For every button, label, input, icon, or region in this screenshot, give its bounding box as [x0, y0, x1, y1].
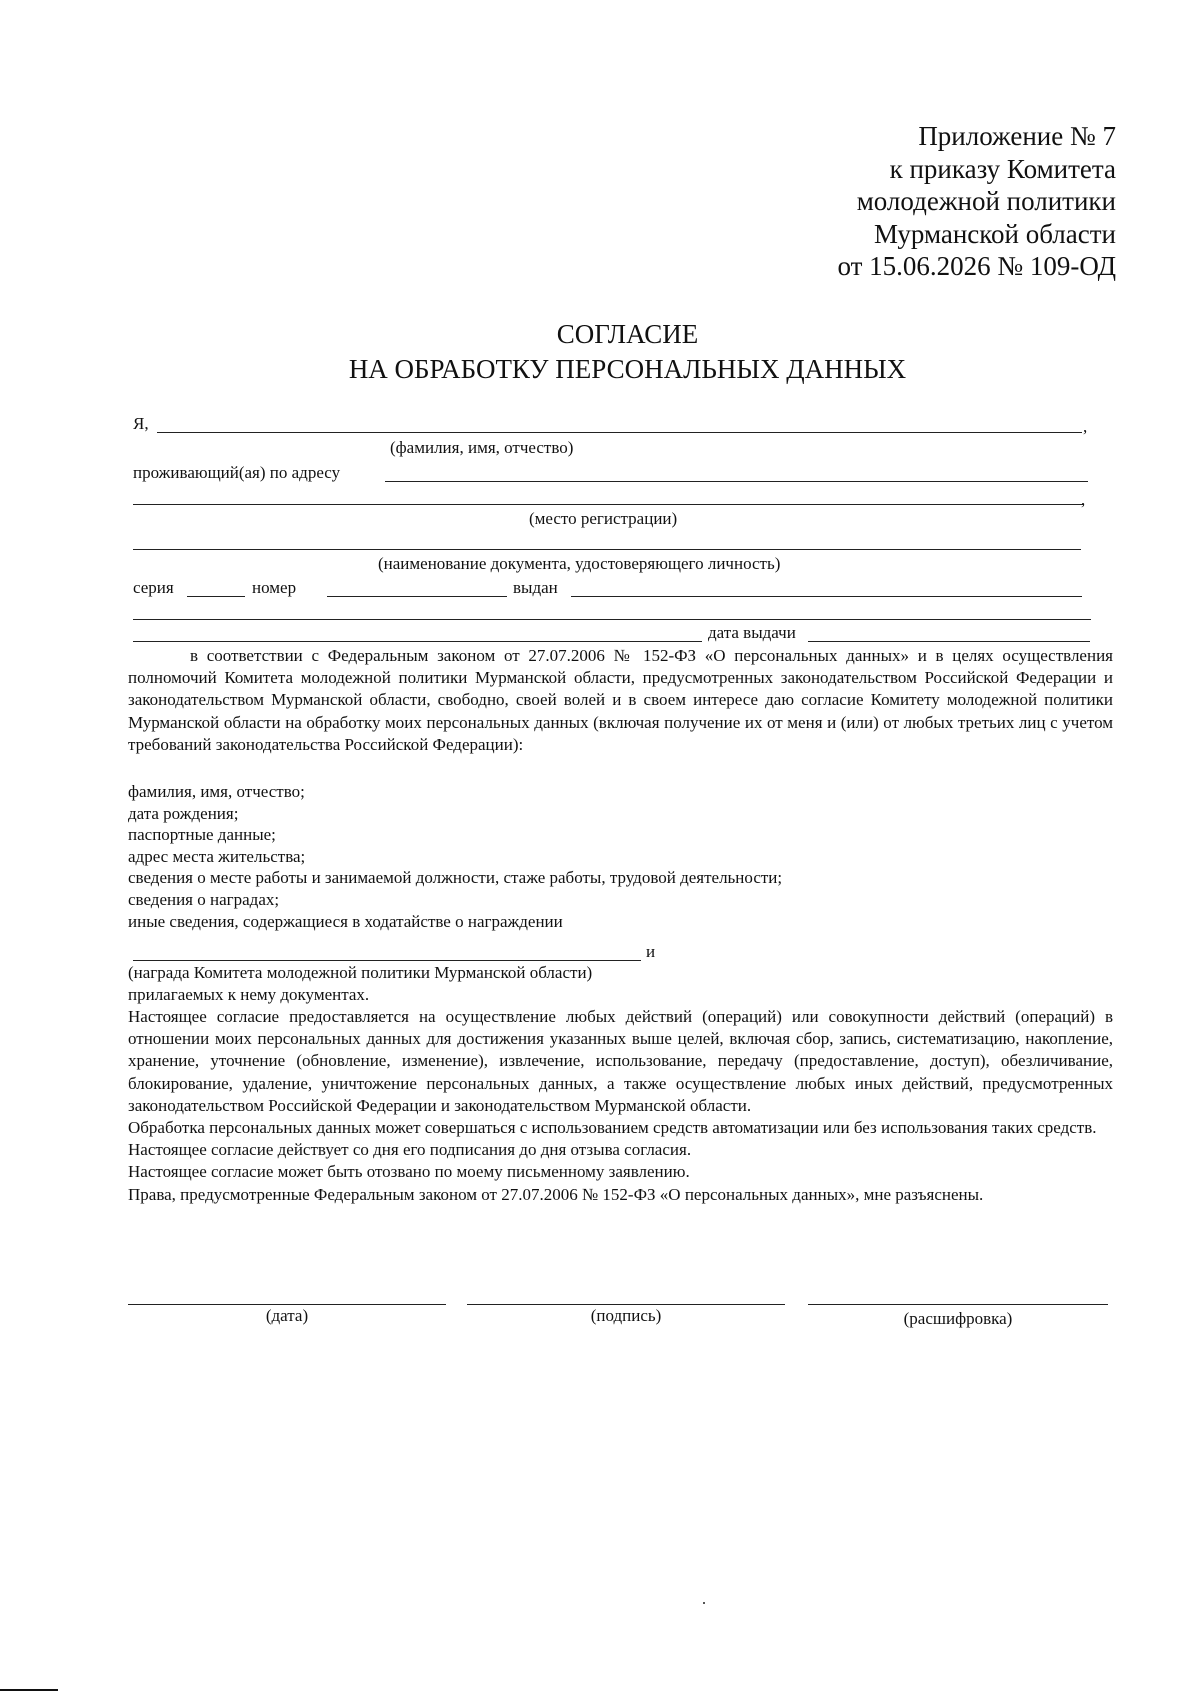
document-title-line-1: СОГЛАСИЕ	[556, 319, 699, 349]
consent-scope-paragraph: Настоящее согласие предоставляется на осуществление любых действий (операций) или совокупности действий (операций) в отношении моих персональных данных для достижения указанных выше целей, включая сбор, запись, систематизацию, накопление, хранение, уточнение (обновление, изменение), извлечение, использование, передачу (предоставление, доступ), обезличивание, блокирование, удаление, уничтожение персональных данных, а также осуществление любых иных действий, предусмотренных законодательством Российской Федерации и законодательством Мурманской области.	[128, 1007, 1113, 1115]
transcript-signature-line[interactable]	[808, 1304, 1108, 1305]
validity-paragraph: Настоящее согласие действует со дня его подписания до дня отзыва согласия.	[128, 1140, 692, 1160]
appendix-line-3: молодежной политики	[856, 186, 1116, 216]
fio-field-line[interactable]	[157, 432, 1082, 433]
document-field-line[interactable]	[133, 549, 1081, 550]
transcript-caption: (расшифровка)	[903, 1309, 1013, 1328]
and-word: и	[646, 942, 656, 961]
issued-field-line-2[interactable]	[133, 619, 1091, 620]
processing-method-paragraph: Обработка персональных данных может совершаться с использованием средств автоматизации или без использования таких средств.	[128, 1118, 1097, 1138]
address-label: проживающий(ая) по адресу	[133, 463, 341, 482]
fio-comma: ,	[1083, 417, 1088, 436]
revocation-paragraph: Настоящее согласие может быть отозвано по моему письменному заявлению.	[128, 1162, 690, 1182]
signature-caption: (подпись)	[590, 1306, 662, 1325]
list-item: фамилия, имя, отчество;	[128, 782, 305, 801]
address-field-line[interactable]	[385, 481, 1088, 482]
appendix-line-4: Мурманской области	[874, 218, 1116, 249]
list-item: сведения о наградах;	[128, 889, 280, 909]
appendix-block	[837, 120, 1116, 283]
signature-line[interactable]	[467, 1304, 785, 1305]
appendix-line-1: Приложение № 7	[918, 121, 1116, 151]
address-comma: ,	[1081, 490, 1086, 509]
issued-field-line[interactable]	[571, 596, 1082, 597]
attached-docs-text: прилагаемых к нему документах.	[128, 985, 370, 1004]
award-caption: (награда Комитета молодежной политики Мурманской области)	[128, 963, 593, 982]
registration-caption: (место регистрации)	[529, 509, 678, 528]
personal-data-list	[128, 781, 1113, 932]
address-field-line-2[interactable]	[133, 504, 1083, 505]
list-item: паспортные данные;	[128, 825, 276, 845]
scan-speck	[703, 1602, 705, 1604]
series-label: серия	[133, 578, 174, 597]
series-field-line[interactable]	[187, 596, 245, 597]
issued-field-line-3[interactable]	[133, 641, 702, 642]
consent-paragraphs	[128, 1006, 1113, 1206]
list-item: сведения о месте работы и занимаемой должности, стаже работы, трудовой деятельности;	[128, 868, 783, 888]
issue-date-field-line[interactable]	[808, 641, 1090, 642]
appendix-line-2: к приказу Комитета	[889, 153, 1116, 184]
i-label: Я,	[133, 414, 149, 433]
issued-label: выдан	[513, 578, 558, 597]
fio-caption: (фамилия, имя, отчество)	[390, 438, 574, 457]
document-caption: (наименование документа, удостоверяющего личность)	[378, 554, 781, 573]
scan-edge-mark	[0, 1689, 58, 1691]
number-field-line[interactable]	[327, 596, 507, 597]
award-field-line[interactable]	[133, 960, 641, 961]
rights-paragraph: Права, предусмотренные Федеральным законом от 27.07.2006 № 152-ФЗ «О персональных данных», мне разъяснены.	[128, 1184, 984, 1204]
number-label: номер	[252, 578, 297, 597]
appendix-line-5: от 15.06.2026 № 109-ОД	[837, 251, 1116, 281]
issue-date-label: дата выдачи	[708, 623, 796, 642]
date-signature-line[interactable]	[128, 1304, 446, 1305]
document-title-line-2: НА ОБРАБОТКУ ПЕРСОНАЛЬНЫХ ДАННЫХ	[348, 354, 907, 384]
list-item: иные сведения, содержащиеся в ходатайстве о награждении	[128, 911, 563, 931]
list-item: дата рождения;	[128, 803, 239, 823]
intro-paragraph: в соответствии с Федеральным законом от 27.07.2006 № 152-ФЗ «О персональных данных» и в целях осуществления полномочий Комитета молодежной политики Мурманской области, предусмотренных законодательством Российской Федерации и законодательством Мурманской области, свободно, своей волей и в своем интересе даю согласие Комитету молодежной политики Мурманской области на обработку моих персональных данных (включая получение их от меня и (или) от любых третьих лиц с учетом требований законодательства Российской Федерации):	[128, 646, 1113, 754]
list-item: адрес места жительства;	[128, 846, 306, 866]
date-caption: (дата)	[265, 1306, 309, 1325]
